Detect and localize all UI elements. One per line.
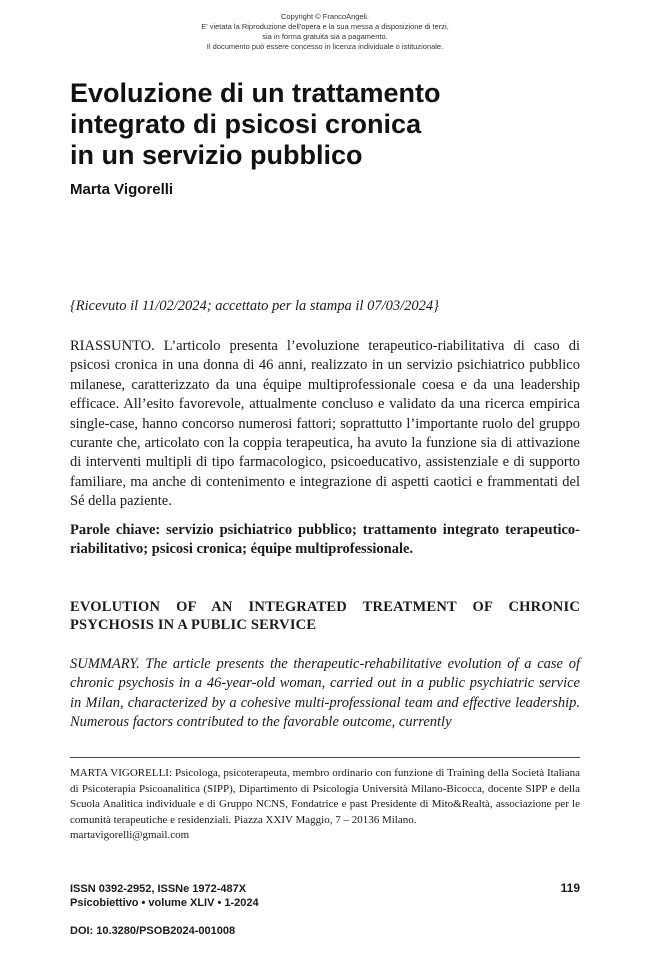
- doi[interactable]: DOI: 10.3280/PSOB2024-001008: [70, 925, 236, 937]
- copyright-notice: [0, 12, 650, 52]
- author-footnote: [70, 766, 580, 844]
- copyright-line: Copyright © FrancoAngeli.: [280, 12, 370, 21]
- abstract-italian: [70, 337, 580, 512]
- title-line: in un servizio pubblico: [70, 140, 363, 170]
- copyright-line: sia in forma gratuita sia a pagamento.: [262, 32, 388, 41]
- title-line: Evoluzione di un trattamento: [70, 78, 441, 108]
- abstract-text: L’articolo presenta l’evoluzione terapeutico-riabilitativa di caso di psicosi cronica in una donna di 46 anni, realizzato in un servizio psichiatrico pubblico milanese, caratterizzato da una équipe multiprofessionale coesa e da una leadership efficace. All’esito favorevole, attualmente concluso e validato da una ricerca empirica single-case, hanno concorso numerosi fattori; soprattutto l’importante ruolo del gruppo curante che, articolato con la coppia terapeutica, ha avuto la funzione sia di attivazione di interventi multipli di tipo farmacologico, psicoeducativo, assistenziale e di supporto familiare, ma anche di contenimento e integrazione di aspetti caotici e frammentati del Sé della paziente.: [70, 338, 580, 510]
- author-name: Marta Vigorelli: [70, 181, 174, 198]
- author-email[interactable]: martavigorelli@gmail.com: [70, 829, 190, 842]
- copyright-line: Il documento può essere concesso in licenza individuale o istituzionale.: [206, 42, 444, 51]
- abstract-label: RIASSUNTO.: [70, 338, 155, 354]
- keywords: Parole chiave: servizio psichiatrico pubblico; trattamento integrato terapeutico-riabilitativo; psicosi cronica; équipe multiprofessionale.: [70, 522, 580, 558]
- issn: ISSN 0392-2952, ISSNe 1972-487X: [70, 883, 247, 895]
- english-title: EVOLUTION OF AN INTEGRATED TREATMENT OF CHRONIC PSYCHOSIS IN A PUBLIC SERVICE: [70, 599, 580, 633]
- copyright-line: E' vietata la Riproduzione dell'opera e la sua messa a disposizione di terzi,: [201, 22, 449, 31]
- article-title: [70, 78, 610, 171]
- received-dates: {Ricevuto il 11/02/2024; accettato per la stampa il 07/03/2024}: [70, 298, 439, 314]
- footnote-divider: [70, 757, 580, 758]
- footnote-text: MARTA VIGORELLI: Psicologa, psicoterapeuta, membro ordinario con funzione di Training della Società Italiana di Psicoterapia Psicoanalitica (SIPP), Dipartimento di Psicologia Università Milano-Bicocca, docente SIPP e della Scuola Analitica individuale e di Gruppo NCNS, Fondatrice e past Presidente di Mito&Realtà, associazione per le comunità terapeutiche e residenziali. Piazza XXIV Maggio, 7 – 20136 Milano.: [70, 767, 580, 826]
- page-number: 119: [560, 881, 580, 895]
- title-line: integrato di psicosi cronica: [70, 109, 422, 139]
- summary-english: SUMMARY. The article presents the therapeutic-rehabilitative evolution of a case of chronic psychosis in a 46-year-old woman, carried out in a public psychiatric service in Milan, characterized by a cohesive multi-professional team and effective leadership. Numerous factors contributed to the favorable outcome, currently: [70, 656, 580, 731]
- journal-info: Psicobiettivo • volume XLIV • 1-2024: [70, 897, 259, 909]
